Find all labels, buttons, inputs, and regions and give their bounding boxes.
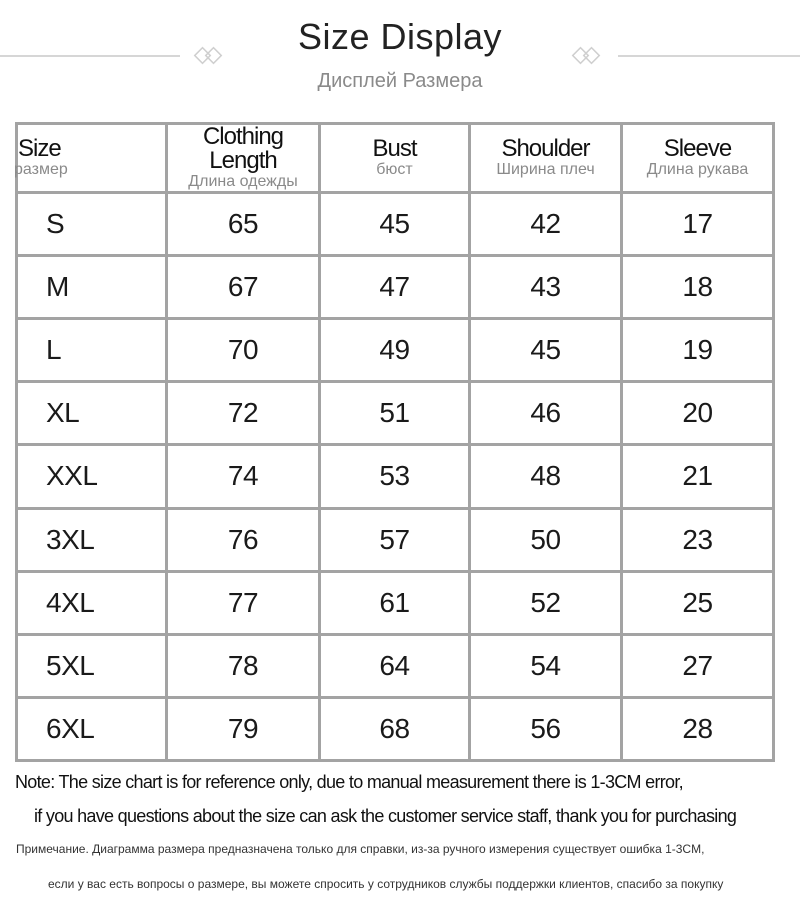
table-row bbox=[17, 634, 774, 697]
clothing-length-cell: 70 bbox=[167, 319, 320, 382]
clothing-length-cell: 72 bbox=[167, 382, 320, 445]
size-cell: XL bbox=[17, 382, 167, 445]
size-cell: L bbox=[17, 319, 167, 382]
header bbox=[0, 0, 800, 110]
bust-cell: 47 bbox=[320, 256, 470, 319]
table-row bbox=[17, 382, 774, 445]
page-title: Size Display bbox=[297, 16, 503, 57]
note-english-line-2: if you have questions about the size can ask the customer service staff, thank you for purchasing bbox=[34, 806, 737, 826]
column-header-clothing-length: Clothing Length Длина одежды bbox=[167, 124, 320, 193]
bust-cell: 64 bbox=[320, 634, 470, 697]
clothing-length-cell: 79 bbox=[167, 697, 320, 760]
sleeve-cell: 25 bbox=[622, 571, 774, 634]
size-cell: 4XL bbox=[17, 571, 167, 634]
shoulder-cell: 45 bbox=[470, 319, 622, 382]
table-row bbox=[17, 256, 774, 319]
note-russian-line-1: Примечание. Диаграмма размера предназначена только для справки, из-за ручного измерения существует ошибка 1-3CM, bbox=[16, 842, 705, 856]
size-cell: XXL bbox=[17, 445, 167, 508]
note-english-line-1: Note: The size chart is for reference only, due to manual measurement there is 1-3CM error, bbox=[15, 772, 683, 792]
table-row bbox=[17, 508, 774, 571]
bust-cell: 61 bbox=[320, 571, 470, 634]
table-header-row bbox=[17, 124, 774, 193]
table-row bbox=[17, 697, 774, 760]
column-header-shoulder: Shoulder Ширина плеч bbox=[470, 124, 622, 193]
sleeve-cell: 18 bbox=[622, 256, 774, 319]
clothing-length-cell: 77 bbox=[167, 571, 320, 634]
bust-cell: 68 bbox=[320, 697, 470, 760]
sleeve-cell: 28 bbox=[622, 697, 774, 760]
shoulder-cell: 52 bbox=[470, 571, 622, 634]
shoulder-cell: 50 bbox=[470, 508, 622, 571]
shoulder-cell: 43 bbox=[470, 256, 622, 319]
column-header-size: Size размер bbox=[17, 124, 167, 193]
bust-cell: 49 bbox=[320, 319, 470, 382]
size-cell: S bbox=[17, 193, 167, 256]
shoulder-cell: 46 bbox=[470, 382, 622, 445]
clothing-length-cell: 65 bbox=[167, 193, 320, 256]
column-header-sleeve: Sleeve Длина рукава bbox=[622, 124, 774, 193]
shoulder-cell: 56 bbox=[470, 697, 622, 760]
table-row bbox=[17, 571, 774, 634]
table-row bbox=[17, 319, 774, 382]
sleeve-cell: 17 bbox=[622, 193, 774, 256]
size-table bbox=[15, 122, 775, 762]
bust-cell: 53 bbox=[320, 445, 470, 508]
note-russian-line-2: если у вас есть вопросы о размере, вы можете спросить у сотрудников службы поддержки клиентов, спасибо за покупку bbox=[48, 877, 724, 891]
column-header-bust: Bust бюст bbox=[320, 124, 470, 193]
clothing-length-cell: 76 bbox=[167, 508, 320, 571]
table-row bbox=[17, 193, 774, 256]
bust-cell: 51 bbox=[320, 382, 470, 445]
bust-cell: 45 bbox=[320, 193, 470, 256]
size-cell: M bbox=[17, 256, 167, 319]
size-cell: 3XL bbox=[17, 508, 167, 571]
clothing-length-cell: 78 bbox=[167, 634, 320, 697]
sleeve-cell: 20 bbox=[622, 382, 774, 445]
sleeve-cell: 27 bbox=[622, 634, 774, 697]
divider-line-right bbox=[618, 55, 800, 57]
double-diamond-icon bbox=[570, 44, 606, 68]
page-subtitle: Дисплей Размера bbox=[317, 70, 483, 92]
sleeve-cell: 23 bbox=[622, 508, 774, 571]
shoulder-cell: 42 bbox=[470, 193, 622, 256]
table-row bbox=[17, 445, 774, 508]
size-cell: 5XL bbox=[17, 634, 167, 697]
sleeve-cell: 21 bbox=[622, 445, 774, 508]
shoulder-cell: 54 bbox=[470, 634, 622, 697]
shoulder-cell: 48 bbox=[470, 445, 622, 508]
clothing-length-cell: 67 bbox=[167, 256, 320, 319]
bust-cell: 57 bbox=[320, 508, 470, 571]
size-cell: 6XL bbox=[17, 697, 167, 760]
clothing-length-cell: 74 bbox=[167, 445, 320, 508]
sleeve-cell: 19 bbox=[622, 319, 774, 382]
